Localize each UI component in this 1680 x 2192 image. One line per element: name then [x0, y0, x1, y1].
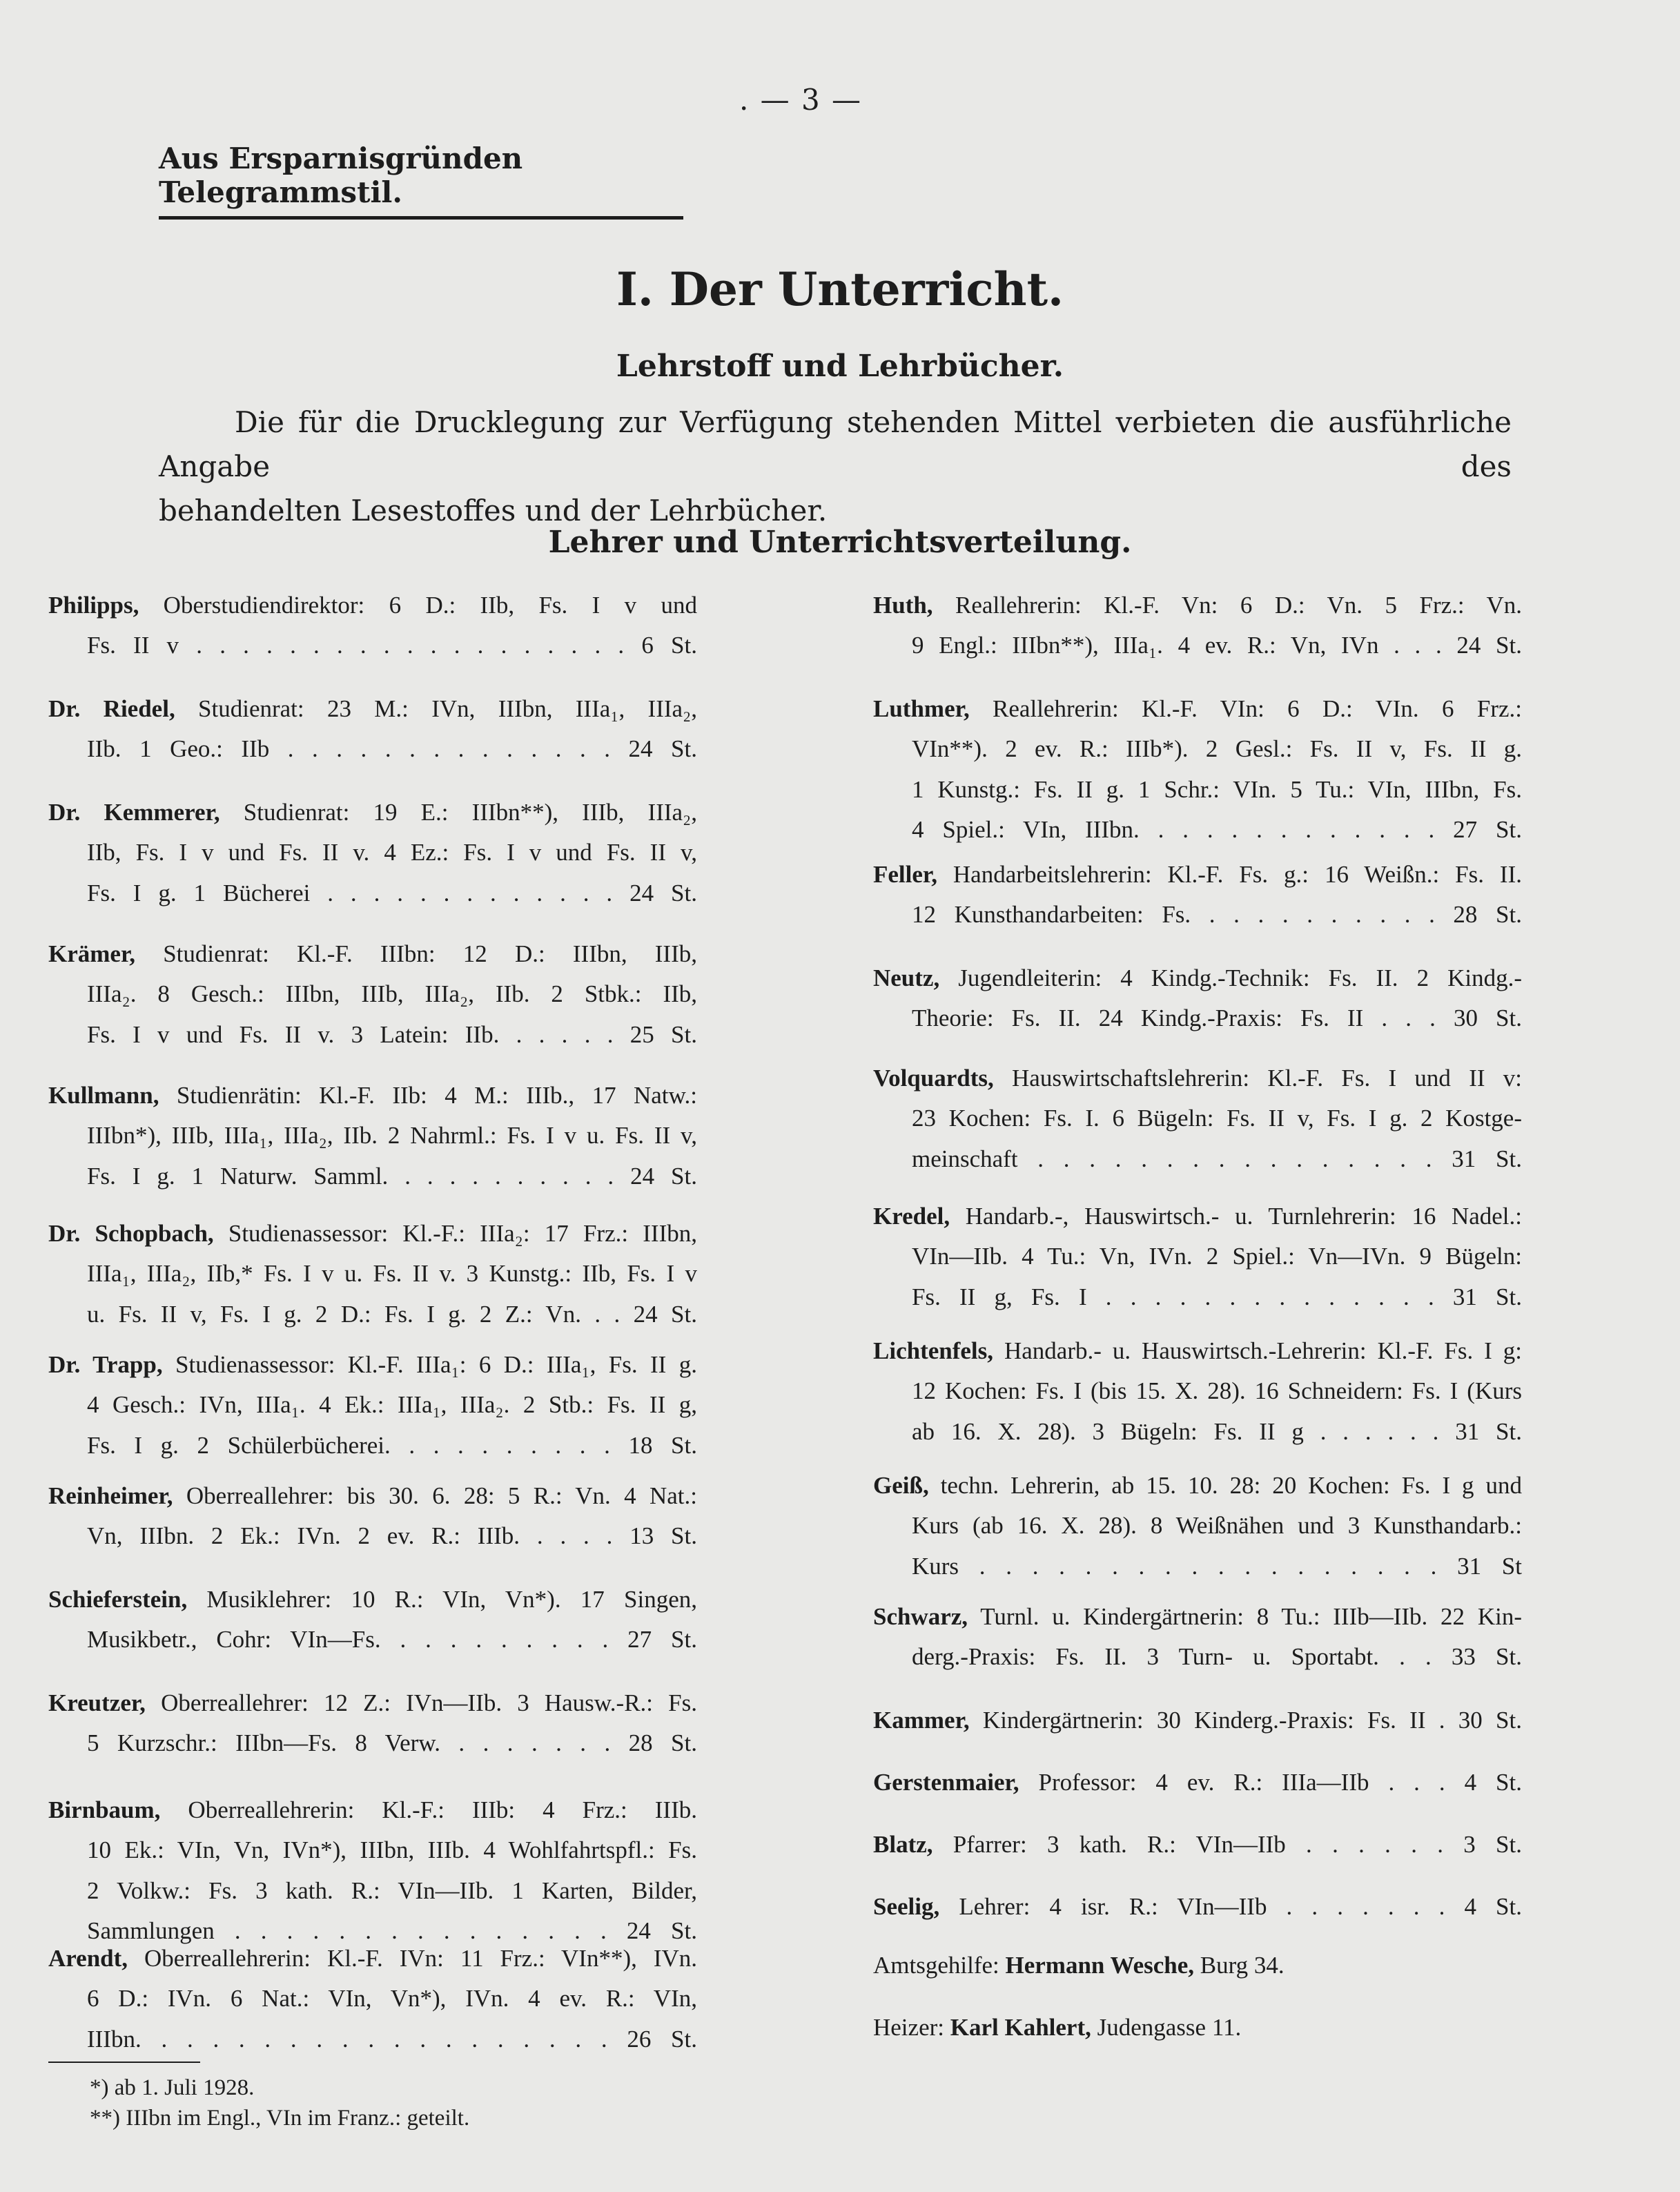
right-entry: [873, 1466, 1522, 1587]
left-entry: [48, 793, 697, 913]
teacher-name: Birnbaum,: [48, 1796, 161, 1823]
entry-line: Kurs . . . . . . . . . . . . . . . . . . 31 St: [912, 1552, 1522, 1580]
teacher-name: Kullmann,: [48, 1082, 159, 1109]
entry-line: [48, 1476, 697, 1516]
teacher-name: Seelig,: [873, 1893, 940, 1920]
right-entry: [873, 855, 1522, 935]
entry-line: [873, 1597, 1522, 1637]
teacher-details: Oberreallehrer: bis 30. 6. 28: 5 R.: Vn. 4 Nat.:: [173, 1482, 697, 1509]
entry-line: [873, 1331, 1522, 1371]
amtsgehilfe-label: Amtsgehilfe:: [873, 1952, 1006, 1979]
amtsgehilfe-address: Burg 34.: [1194, 1952, 1285, 1979]
teacher-details: Handarb.- u. Hauswirtsch.-Lehrerin: Kl.-F. Fs. I g:: [993, 1337, 1522, 1364]
teacher-name: Schieferstein,: [48, 1586, 188, 1613]
teacher-name: Kreutzer,: [48, 1689, 146, 1716]
entry-line: [48, 1580, 697, 1620]
entry-line: Vn, IIIbn. 2 Ek.: IVn. 2 ev. R.: IIIb. . . . . 13 St.: [87, 1522, 697, 1550]
teacher-name: Luthmer,: [873, 695, 970, 722]
teacher-name: Krämer,: [48, 940, 136, 967]
teacher-details: Lehrer: 4 isr. R.: VIn—IIb . . . . . . . 4 St.: [939, 1893, 1522, 1920]
heizer-address: Judengasse 11.: [1091, 2014, 1242, 2041]
entry-line: u. Fs. II v, Fs. I g. 2 D.: Fs. I g. 2 Z.: Vn. . . 24 St.: [87, 1300, 697, 1328]
teacher-name: Neutz,: [873, 964, 940, 991]
entry-line: [48, 1214, 697, 1254]
entry-line: [48, 1345, 697, 1385]
left-entry: [48, 934, 697, 1055]
entry-line: 12 Kochen: Fs. I (bis 15. X. 28). 16 Schneidern: Fs. I (Kurs: [912, 1377, 1522, 1405]
subhead-lehrer: Lehrer und Unterrichtsverteilung.: [548, 525, 1132, 560]
teacher-details: Studienrat: 23 M.: IVn, IIIbn, IIIa₁, IIIa₂,: [175, 695, 698, 722]
entry-line: 9 Engl.: IIIbn**), IIIa₁. 4 ev. R.: Vn, IVn . . . 24 St.: [912, 632, 1522, 659]
left-entry: [48, 1580, 697, 1660]
entry-line: [873, 585, 1522, 625]
entry-line: Fs. I g. 2 Schülerbücherei. . . . . . . . . . 18 St.: [87, 1431, 697, 1459]
entry-line: 4 Gesch.: IVn, IIIa₁. 4 Ek.: IIIa₁, IIIa₂. 2 Stb.: Fs. II g,: [87, 1391, 697, 1419]
entry-line: 5 Kurzschr.: IIIbn—Fs. 8 Verw. . . . . . . . 28 St.: [87, 1729, 697, 1757]
intro-line-2: behandelten Lesestoffes und der Lehrbücher.: [159, 494, 828, 527]
left-entry: [48, 585, 697, 666]
entry-line: [48, 1939, 697, 1979]
teacher-details: Hauswirtschaftslehrerin: Kl.-F. Fs. I und II v:: [993, 1065, 1522, 1092]
entry-line: IIb, Fs. I v und Fs. II v. 4 Ez.: Fs. I v und Fs. II v,: [87, 839, 697, 866]
entry-line: [48, 793, 697, 833]
right-entry: [873, 1887, 1522, 1927]
entry-line: [873, 958, 1522, 998]
teacher-name: Schwarz,: [873, 1603, 968, 1630]
teacher-name: Feller,: [873, 861, 937, 888]
teacher-details: Pfarrer: 3 kath. R.: VIn—IIb . . . . . . 3 St.: [932, 1831, 1522, 1858]
entry-line: [873, 1700, 1522, 1740]
teacher-name: Kredel,: [873, 1203, 950, 1230]
right-entry: [873, 1331, 1522, 1452]
teacher-details: Professor: 4 ev. R.: IIIa—IIb . . . 4 St.: [1019, 1769, 1522, 1796]
entry-line: 4 Spiel.: VIn, IIIbn. . . . . . . . . . . . . 27 St.: [912, 816, 1522, 844]
entry-line: Musikbetr., Cohr: VIn—Fs. . . . . . . . . . 27 St.: [87, 1626, 697, 1653]
entry-line: VIn—IIb. 4 Tu.: Vn, IVn. 2 Spiel.: Vn—IVn. 9 Bügeln:: [912, 1243, 1522, 1270]
intro-line-1: Die für die Drucklegung zur Verfügung stehenden Mittel verbieten die ausführliche Angabe des: [159, 405, 1512, 483]
left-entry: [48, 1345, 697, 1466]
heizer-name: Karl Kahlert,: [950, 2014, 1091, 2041]
telegram-style-note: Aus Ersparnisgründen Telegrammstil.: [159, 142, 683, 220]
teacher-name: Volquardts,: [873, 1065, 994, 1092]
entry-line: 2 Volkw.: Fs. 3 kath. R.: VIn—IIb. 1 Karten, Bilder,: [87, 1876, 697, 1904]
left-entry: [48, 1683, 697, 1764]
teacher-name: Dr. Kemmerer,: [48, 799, 220, 826]
left-entry: [48, 1476, 697, 1557]
entry-line: [48, 689, 697, 729]
left-entry: [48, 1790, 697, 1952]
right-entry: [873, 1597, 1522, 1678]
entry-line: Fs. I g. 1 Naturw. Samml. . . . . . . . . . . 24 St.: [87, 1162, 697, 1190]
entry-line: Kurs (ab 16. X. 28). 8 Weißnähen und 3 Kunsthandarb.:: [912, 1512, 1522, 1540]
entry-line: Theorie: Fs. II. 24 Kindg.-Praxis: Fs. II . . . 30 St.: [912, 1005, 1522, 1032]
footnote-2: **) IIIbn im Engl., VIn im Franz.: geteilt.: [90, 2106, 470, 2131]
teacher-name: Blatz,: [873, 1831, 933, 1858]
teacher-name: Gerstenmaier,: [873, 1769, 1019, 1796]
amtsgehilfe-line: [873, 1946, 1522, 1986]
teacher-details: Handarb.-, Hauswirtsch.- u. Turnlehrerin: 16 Nadel.:: [950, 1203, 1522, 1230]
right-entry: [873, 1763, 1522, 1803]
entry-line: [48, 1683, 697, 1723]
left-entry: [48, 1939, 697, 2059]
teacher-name: Kammer,: [873, 1707, 970, 1734]
teacher-details: techn. Lehrerin, ab 15. 10. 28: 20 Kochen: Fs. I g und: [928, 1472, 1522, 1499]
entry-line: 23 Kochen: Fs. I. 6 Bügeln: Fs. II v, Fs. I g. 2 Kostge-: [912, 1105, 1522, 1132]
teacher-name: Reinheimer,: [48, 1482, 173, 1509]
intro-paragraph: [159, 400, 1512, 533]
entry-line: Fs. II v . . . . . . . . . . . . . . . . . . . 6 St.: [87, 632, 697, 659]
teacher-details: Musiklehrer: 10 R.: VIn, Vn*). 17 Singen,: [187, 1586, 697, 1613]
entry-line: 10 Ek.: VIn, Vn, IVn*), IIIbn, IIIb. 4 Wohlfahrtspfl.: Fs.: [87, 1836, 697, 1864]
footnote-rule: [48, 2062, 200, 2063]
right-entry: [873, 1196, 1522, 1317]
entry-line: [873, 855, 1522, 895]
right-entry: [873, 1700, 1522, 1740]
right-entry: [873, 1058, 1522, 1179]
teacher-name: Dr. Riedel,: [48, 695, 175, 722]
entry-line: Fs. I v und Fs. II v. 3 Latein: IIb. . . . . . 25 St.: [87, 1020, 697, 1048]
entry-line: IIIa₁, IIIa₂, IIb,* Fs. I v u. Fs. II v. 3 Kunstg.: IIb, Fs. I v: [87, 1260, 697, 1288]
entry-line: VIn**). 2 ev. R.: IIIb*). 2 Gesl.: Fs. II v, Fs. II g.: [912, 735, 1522, 763]
entry-line: [48, 1790, 697, 1830]
right-entry: [873, 1825, 1522, 1865]
teacher-details: Reallehrerin: Kl.-F. VIn: 6 D.: VIn. 6 Frz.:: [969, 695, 1522, 722]
entry-line: [873, 1887, 1522, 1927]
entry-line: IIIa₂. 8 Gesch.: IIIbn, IIIb, IIIa₂, IIb. 2 Stbk.: IIb,: [87, 980, 697, 1008]
entry-line: [873, 1058, 1522, 1098]
entry-line: [48, 585, 697, 625]
footnote-1: *) ab 1. Juli 1928.: [90, 2075, 255, 2100]
left-entry: [48, 1076, 697, 1196]
entry-line: [873, 1763, 1522, 1803]
teacher-name: Philipps,: [48, 592, 139, 619]
heizer-line: [873, 2008, 1522, 2048]
entry-line: [873, 1466, 1522, 1506]
entry-line: 6 D.: IVn. 6 Nat.: VIn, Vn*), IVn. 4 ev. R.: VIn,: [87, 1985, 697, 2012]
section-title: I. Der Unterricht.: [616, 262, 1064, 316]
teacher-name: Huth,: [873, 592, 933, 619]
teacher-details: Oberreallehrerin: Kl.-F. IVn: 11 Frz.: VIn**), IVn.: [128, 1945, 697, 1972]
teacher-name: Lichtenfels,: [873, 1337, 994, 1364]
heizer-label: Heizer:: [873, 2014, 950, 2041]
right-entry: [873, 585, 1522, 666]
entry-line: derg.-Praxis: Fs. II. 3 Turn- u. Sportabt. . . 33 St.: [912, 1643, 1522, 1671]
entry-line: [873, 1825, 1522, 1865]
entry-line: [873, 689, 1522, 729]
teacher-details: Jugendleiterin: 4 Kindg.-Technik: Fs. II. 2 Kindg.-: [939, 964, 1522, 991]
entry-line: meinschaft . . . . . . . . . . . . . . . . 31 St.: [912, 1145, 1522, 1172]
right-entry: [873, 958, 1522, 1039]
teacher-details: Oberreallehrerin: Kl.-F.: IIIb: 4 Frz.: IIIb.: [160, 1796, 697, 1823]
amtsgehilfe-name: Hermann Wesche,: [1005, 1952, 1195, 1979]
entry-line: Fs. I g. 1 Bücherei . . . . . . . . . . . . . 24 St.: [87, 879, 697, 906]
entry-line: [873, 1196, 1522, 1236]
teacher-details: Kindergärtnerin: 30 Kinderg.-Praxis: Fs. II . 30 St.: [969, 1707, 1522, 1734]
teacher-details: Studienassessor: Kl.-F. IIIa₁: 6 D.: IIIa₁, Fs. II g.: [162, 1351, 697, 1378]
entry-line: [48, 934, 697, 974]
teacher-details: Studienrat: 19 E.: IIIbn**), IIIb, IIIa₂,: [219, 799, 698, 826]
entry-line: ab 16. X. 28). 3 Bügeln: Fs. II g . . . . . . 31 St.: [912, 1417, 1522, 1445]
teacher-name: Geiß,: [873, 1472, 929, 1499]
left-entry: [48, 689, 697, 770]
entry-line: 1 Kunstg.: Fs. II g. 1 Schr.: VIn. 5 Tu.: VIn, IIIbn, Fs.: [912, 775, 1522, 803]
teacher-details: Handarbeitslehrerin: Kl.-F. Fs. g.: 16 Weißn.: Fs. II.: [937, 861, 1522, 888]
entry-line: IIb. 1 Geo.: IIb . . . . . . . . . . . . . . 24 St.: [87, 735, 697, 763]
right-entry: [873, 689, 1522, 851]
entry-line: Sammlungen . . . . . . . . . . . . . . . 24 St.: [87, 1917, 697, 1945]
subhead-lehrstoff: Lehrstoff und Lehrbücher.: [616, 349, 1064, 384]
teacher-details: Oberstudiendirektor: 6 D.: IIb, Fs. I v und: [139, 592, 697, 619]
entry-line: [48, 1076, 697, 1116]
left-entry: [48, 1214, 697, 1335]
teacher-name: Dr. Schopbach,: [48, 1220, 214, 1247]
teacher-details: Studienassessor: Kl.-F.: IIIa₂: 17 Frz.: IIIbn,: [213, 1220, 697, 1247]
teacher-details: Reallehrerin: Kl.-F. Vn: 6 D.: Vn. 5 Frz.: Vn.: [932, 592, 1522, 619]
teacher-name: Arendt,: [48, 1945, 128, 1972]
entry-line: IIIbn*), IIIb, IIIa₁, IIIa₂, IIb. 2 Nahrml.: Fs. I v u. Fs. II v,: [87, 1122, 697, 1150]
entry-line: IIIbn. . . . . . . . . . . . . . . . . . . 26 St.: [87, 2025, 697, 2053]
page-number: . — 3 —: [739, 83, 863, 117]
teacher-details: Turnl. u. Kindergärtnerin: 8 Tu.: IIIb—IIb. 22 Kin-: [968, 1603, 1522, 1630]
teacher-details: Studienrat: Kl.-F. IIIbn: 12 D.: IIIbn, IIIb,: [135, 940, 697, 967]
teacher-name: Dr. Trapp,: [48, 1351, 163, 1378]
entry-line: Fs. II g, Fs. I . . . . . . . . . . . . . . 31 St.: [912, 1283, 1522, 1310]
entry-line: 12 Kunsthandarbeiten: Fs. . . . . . . . . . . 28 St.: [912, 901, 1522, 929]
teacher-details: Oberreallehrer: 12 Z.: IVn—IIb. 3 Hausw.-R.: Fs.: [145, 1689, 697, 1716]
teacher-details: Studienrätin: Kl.-F. IIb: 4 M.: IIIb., 17 Natw.:: [159, 1082, 697, 1109]
